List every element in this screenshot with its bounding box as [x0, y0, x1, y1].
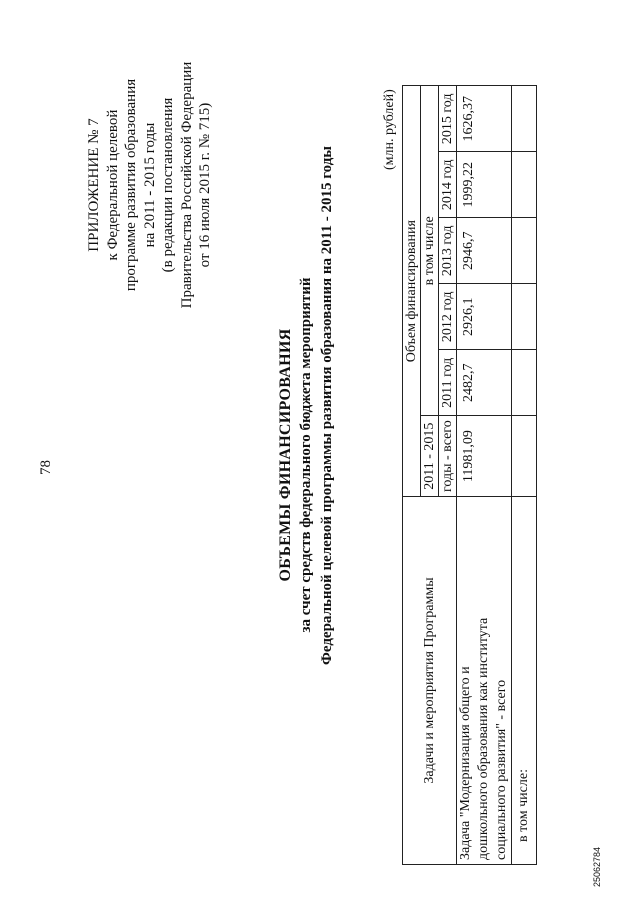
- appendix-line: от 16 июля 2015 г. № 715): [197, 102, 213, 268]
- task-line: дошкольного образования как института: [476, 617, 491, 860]
- value-cell: 2482,7: [457, 350, 512, 416]
- appendix-line: ПРИЛОЖЕНИЕ № 7: [86, 118, 102, 252]
- header-total-line1: 2011 - 2015: [421, 416, 439, 497]
- value-cell: 1626,37: [457, 86, 512, 152]
- header-year: 2013 год: [439, 218, 457, 284]
- header-tasks: Задачи и мероприятия Программы: [403, 497, 457, 865]
- appendix-line: Правительства Российской Федерации: [178, 61, 195, 309]
- appendix-line: программе развития образования: [123, 78, 139, 292]
- value-cell: 2946,7: [457, 218, 512, 284]
- header-volume: Объем финансирования: [403, 86, 421, 497]
- header-including: в том числе: [421, 86, 439, 416]
- task-cell: [457, 497, 512, 865]
- header-year: 2014 год: [439, 152, 457, 218]
- header-year: 2011 год: [439, 350, 457, 416]
- title-line: Федеральной целевой программы развития образования на 2011 - 2015 годы: [319, 145, 335, 665]
- financing-table: [402, 85, 537, 865]
- total-cell: 11981,09: [457, 416, 512, 497]
- task-line: Задача "Модернизация общего и: [458, 666, 473, 860]
- subheading-cell: в том числе:: [512, 497, 537, 865]
- units-label: (млн. рублей): [382, 89, 397, 170]
- document-title: [275, 145, 338, 665]
- appendix-line: к Федеральной целевой: [104, 109, 121, 261]
- task-line: социального развития" - всего: [494, 679, 509, 860]
- appendix-header: [85, 55, 215, 315]
- value-cell: 2926,1: [457, 284, 512, 350]
- title-line: ОБЪЕМЫ ФИНАНСИРОВАНИЯ: [277, 328, 294, 582]
- value-cell: 1999,22: [457, 152, 512, 218]
- header-year: 2015 год: [439, 86, 457, 152]
- appendix-line: на 2011 - 2015 годы: [141, 122, 158, 248]
- appendix-line: (в редакции постановления: [160, 97, 176, 273]
- table-row: [512, 86, 537, 865]
- header-year: 2012 год: [439, 284, 457, 350]
- header-total-line2: годы - всего: [439, 416, 457, 497]
- table-row: [457, 86, 512, 865]
- title-line: за счет средств федерального бюджета мероприятий: [298, 277, 314, 633]
- document-stamp: 25062784: [592, 846, 602, 887]
- page-number: 78: [38, 460, 54, 475]
